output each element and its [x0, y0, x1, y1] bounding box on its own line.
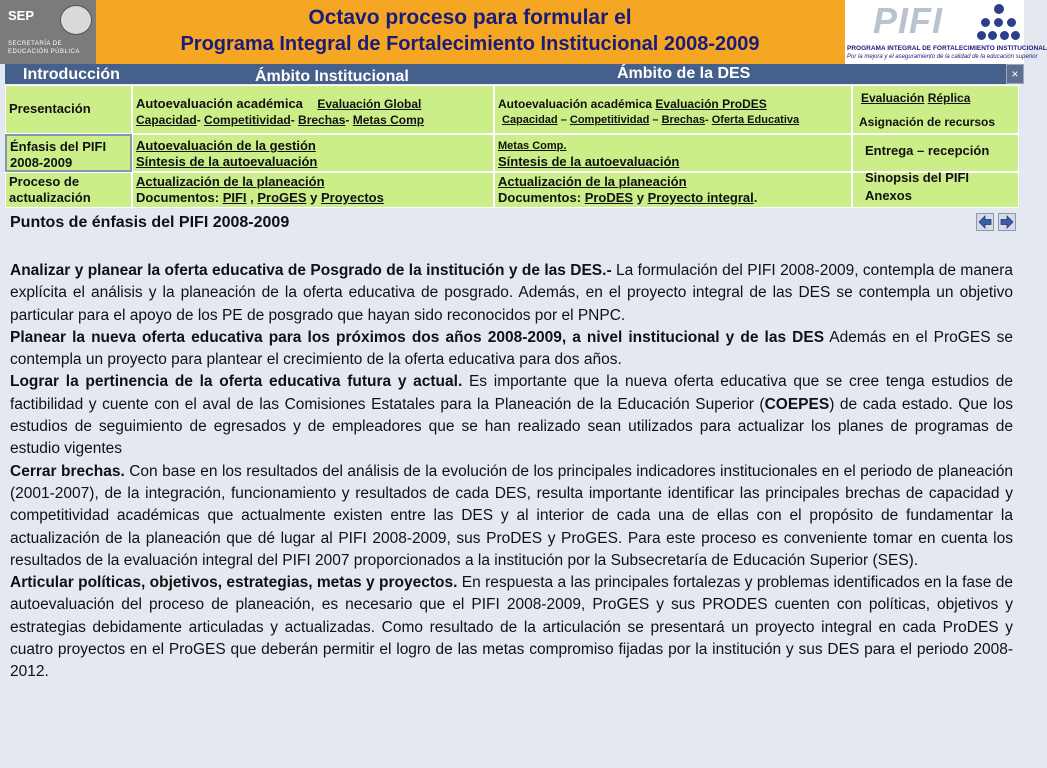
close-button[interactable]: × [1006, 64, 1024, 84]
oferta-educativa-link[interactable]: Oferta Educativa [711, 114, 800, 126]
autoeval-gestion-link[interactable]: Autoevaluación de la gestión [136, 138, 316, 153]
paragraph-articular [10, 572, 1013, 683]
cell-proceso [5, 172, 132, 208]
sintesis-inst-link[interactable]: Síntesis de la autoevaluación [136, 154, 318, 169]
competitividad-des-link[interactable]: Competitividad [569, 114, 650, 126]
pifi-logo-line1: PROGRAMA INTEGRAL DE FORTALECIMIENTO INSTITUCIONAL [847, 45, 1047, 52]
paragraph-posgrado-text: La formulación del PIFI 2008-2009, contempla de manera explícita el análisis y la planeación de la oferta educativa de posgrado. Además, en el proyecto integral de las DES se contempla un objetivo particular para el apoyo de los PE de posgrado que hayan sido reconocidos por el PNPC. [10, 262, 1013, 324]
pifi-dots-icon [977, 4, 1021, 44]
tab-ambito-institucional[interactable]: Ámbito Institucional [255, 68, 409, 85]
capacidad-des-link[interactable]: Capacidad [502, 114, 558, 126]
paragraph-pertinencia-text-a: Es importante que la nueva oferta educativa que se cree tenga estudios de factibilidad y cuente con el aval de las Comisiones Estatales para la Planeación de la Educación Superior ( [10, 373, 1014, 413]
capacidad-inst-link[interactable]: Capacidad [136, 113, 197, 127]
sep-subtext [8, 40, 80, 56]
proceso-link-line1[interactable]: Proceso de [9, 174, 80, 189]
paragraph-brechas-heading: Cerrar brechas. [10, 462, 125, 480]
paragraph-pertinencia-text-b: ) de cada estado. Que los estudios de seguimiento de egresados y de empleadores que se han realizado sean utilizados para actualizar los planes de programas de estudio vigentes [10, 395, 1013, 458]
presentacion-link[interactable]: Presentación [9, 101, 91, 116]
cell-autoeval-des: Autoevaluación académica Evaluación ProDES Capacidad – Competitividad – Brechas- Oferta Educativa [494, 85, 852, 134]
cell-actualizacion-des: Actualización de la planeación Documentos: ProDES y Proyecto integral. [494, 172, 852, 208]
sep-subtext-line1: SECRETARÍA DE [8, 41, 63, 47]
sinopsis-link[interactable]: Sinopsis del PIFI [865, 170, 970, 185]
paragraph-articular-text: En respuesta a las principales fortalezas y problemas identificados en la fase de autoevaluación del proceso de planeación, es necesario que el PIFI 2008-2009, ProGES y sus PRODES cuenten con políticas, objetivos y estrategias debidamente articuladas y actualizadas. Como resultado de la articulación se presentará un proyecto integral en cada ProDES y cuatro proyectos en el ProGES que deberán permitir el logro de las metas compromiso fijadas por la institución y sus DES para el periodo 2008-2012. [10, 574, 1014, 681]
evaluacion-global-link[interactable]: Evaluación Global [317, 97, 422, 111]
proyecto-integral-link[interactable]: Proyecto integral [647, 190, 754, 205]
cell-presentacion [5, 85, 132, 134]
content-body [10, 260, 1013, 684]
pifi-wordmark: PIFI [873, 0, 944, 41]
sep-subtext-line2: EDUCACIÓN PÚBLICA [8, 49, 80, 55]
paragraph-posgrado [10, 260, 1013, 327]
asignacion-recursos-link[interactable]: Asignación de recursos [859, 115, 996, 129]
mexico-seal-icon [60, 5, 92, 35]
paragraph-nueva-oferta-heading: Planear la nueva oferta educativa para los próximos dos años 2008-2009, a nivel institucional y de las DES [10, 328, 825, 346]
replica-link[interactable]: Réplica [927, 91, 971, 105]
enfasis-link-line1[interactable]: Énfasis del PIFI [10, 139, 107, 154]
conjunction-inst: y [310, 190, 318, 205]
actualizacion-des-link[interactable]: Actualización de la planeación [498, 174, 687, 189]
page-title-line1: Octavo proceso para formular el [308, 6, 632, 29]
arrow-right-icon[interactable] [998, 213, 1016, 231]
proceso-link-line2[interactable]: actualización [9, 190, 91, 205]
cell-autoeval-institucional: Autoevaluación académica Evaluación Global Capacidad- Competitividad- Brechas- Metas Comp [132, 85, 494, 134]
brechas-des-link[interactable]: Brechas [661, 114, 705, 126]
arrow-left-icon[interactable] [976, 213, 994, 231]
header-banner [0, 0, 1047, 64]
pifi-logo-line2: Por la mejora y el aseguramiento de la calidad de la educación superior [847, 54, 1038, 60]
paragraph-articular-heading: Articular políticas, objetivos, estrategias, metas y proyectos. [10, 574, 458, 592]
paragraph-pertinencia [10, 371, 1013, 460]
metas-comp-des-link[interactable]: Metas Comp. [498, 140, 567, 152]
conjunction-des: y [636, 190, 644, 205]
enfasis-link-line2[interactable]: 2008-2009 [10, 155, 73, 170]
documentos-des-label: Documentos: [498, 190, 582, 205]
paragraph-posgrado-heading: Analizar y planear la oferta educativa de Posgrado de la institución y de las DES.- [10, 262, 612, 279]
proges-doc-link[interactable]: ProGES [257, 190, 307, 205]
tab-ambito-des[interactable]: Ámbito de la DES [617, 65, 751, 82]
cell-metas-des [494, 134, 852, 172]
paragraph-nueva-oferta [10, 327, 1013, 372]
sep-wordmark: SEP [8, 8, 35, 23]
evaluacion-link[interactable]: Evaluación [861, 91, 925, 105]
metas-comp-inst-link[interactable]: Metas Comp [352, 113, 425, 127]
coepes-acronym: COEPES [764, 395, 830, 413]
pifi-logo [845, 0, 1047, 64]
prodes-doc-link[interactable]: ProDES [584, 190, 634, 205]
evaluacion-prodes-link[interactable]: Evaluación ProDES [655, 97, 767, 111]
cell-actualizacion-inst: Actualización de la planeación Documentos: PIFI , ProGES y Proyectos [132, 172, 494, 208]
pifi-doc-link[interactable]: PIFI [222, 190, 247, 205]
cell-sinopsis [852, 172, 1019, 208]
paragraph-pertinencia-heading: Lograr la pertinencia de la oferta educativa futura y actual. [10, 373, 463, 391]
actualizacion-inst-link[interactable]: Actualización de la planeación [136, 174, 325, 189]
documentos-inst-label: Documentos: [136, 190, 220, 205]
nav-bar [5, 64, 1019, 84]
cell-evaluacion-replica [852, 85, 1019, 134]
sintesis-des-link[interactable]: Síntesis de la autoevaluación [498, 154, 680, 169]
content-title: Puntos de énfasis del PIFI 2008-2009 [10, 214, 290, 231]
anexos-link[interactable]: Anexos [865, 188, 912, 203]
entrega-recepcion-link[interactable]: Entrega – recepción [865, 143, 990, 158]
tab-introduccion[interactable]: Introducción [23, 66, 120, 83]
cell-enfasis [5, 134, 132, 172]
autoeval-academica-des-label: Autoevaluación académica [498, 97, 653, 111]
sep-logo [0, 0, 96, 64]
paragraph-brechas [10, 461, 1013, 572]
page-title [100, 4, 840, 58]
paragraph-nueva-oferta-text: Además en el ProGES se contempla un proyecto para plantear el crecimiento de la oferta educativa para dos años. [10, 328, 1013, 369]
cell-gestion [132, 134, 494, 172]
page-title-line2: Programa Integral de Fortalecimiento Institucional 2008-2009 [180, 33, 760, 55]
cell-entrega [852, 134, 1019, 172]
autoeval-academica-inst-label: Autoevaluación académica [136, 96, 303, 111]
brechas-inst-link[interactable]: Brechas [298, 113, 346, 127]
paragraph-brechas-text: Con base en los resultados del análisis de la evolución de los principales indicadores institucionales en el periodo de planeación (2001-2007), de la integración, funcionamiento y resultados de cada DES, resulta importante identificar las principales brechas de capacidad y competitividad académicas que actualmente existen entre las DES y al interior de cada una de ellas con el propósito de fundamentar la actualización de la planeación que dé lugar al PIFI 2008-2009, sus ProDES y ProGES. Para este proceso es conveniente tomar en cuenta los resultados de la evaluación integral del PIFI 2007 proporcionados a la institución por la Subsecretaría de Educación Superior (SES). [10, 462, 1013, 569]
competitividad-inst-link[interactable]: Competitividad [204, 113, 291, 127]
proyectos-doc-link[interactable]: Proyectos [320, 190, 384, 205]
